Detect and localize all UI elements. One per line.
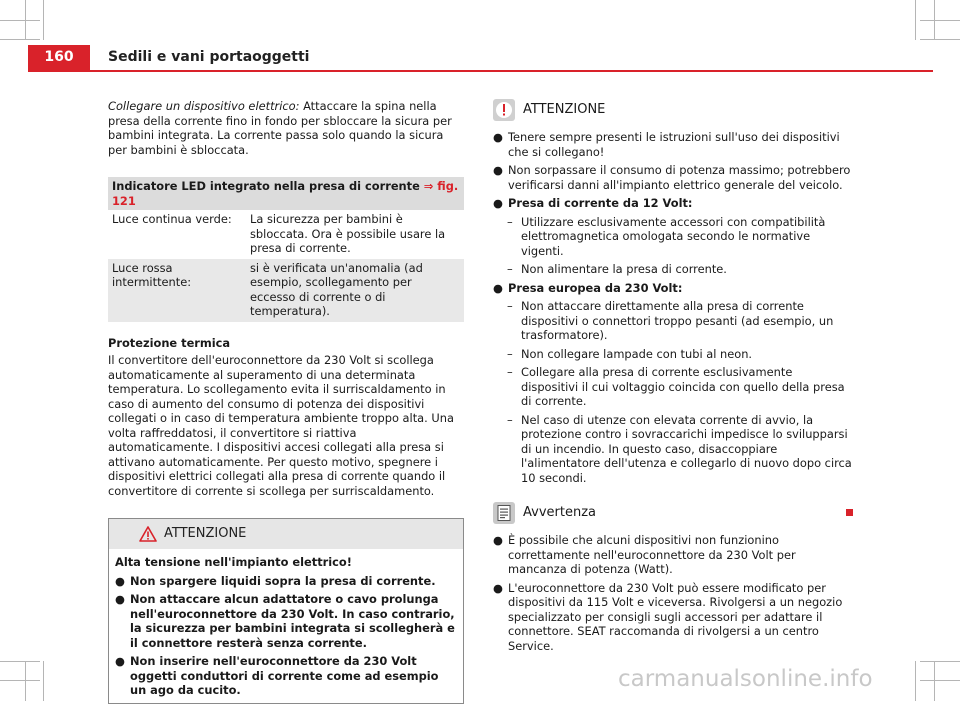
sub-list-item: – Collegare alla presa di corrente esclusivamente dispositivi il cui voltaggio coincida con quello della presa di corrente. bbox=[507, 365, 845, 408]
crop-mark bbox=[0, 661, 40, 662]
sub-list-item: – Non alimentare la presa di corrente. bbox=[507, 262, 727, 276]
bullet-icon: ● bbox=[493, 580, 503, 595]
table-cell-label: Luce rossa intermittente: bbox=[108, 259, 246, 322]
list-item: ● Tenere sempre presenti le istruzioni sull'uso dei dispositivi che si collegano! bbox=[493, 130, 840, 159]
attention-header bbox=[493, 99, 853, 121]
bullet-icon: ● bbox=[115, 573, 125, 588]
dash-icon: – bbox=[507, 346, 513, 361]
crop-mark bbox=[920, 680, 960, 681]
header-rule bbox=[28, 70, 933, 72]
list-item: ● Non spargere liquidi sopra la presa di corrente. bbox=[115, 573, 436, 588]
crop-mark bbox=[934, 661, 935, 701]
attention-title: ATTENZIONE bbox=[523, 102, 606, 117]
bullet-icon: ● bbox=[493, 130, 503, 144]
section-end-marker bbox=[846, 509, 853, 516]
sub-list-item: – Non collegare lampade con tubi al neon. bbox=[507, 346, 753, 361]
page-number: 160 bbox=[28, 45, 90, 70]
table-row bbox=[108, 259, 464, 322]
intro-lead: Collegare un dispositivo elettrico: bbox=[108, 99, 300, 113]
crop-mark bbox=[25, 661, 26, 701]
crop-mark bbox=[0, 39, 40, 40]
bullet-icon: ● bbox=[493, 163, 503, 177]
thermal-protection-text: Il convertitore dell'euroconnettore da 230 Volt si scollega automaticamente al superamento di una determinata temperatura. Lo scollegamento evita il surriscaldamento in caso di aumento del consumo di potenza dei dispositivi collegati o in caso di temperatura ambiente troppo alta. Una volta raffreddatosi, il convertitore si riattiva automaticamente. I dispositivi accesi collegati alla presa si attivano automaticamente. Per questo motivo, spegnere i dispositivi elettrici collegati alla presa di corrente quando il convertitore di corrente si scollega per surriscaldamento. bbox=[108, 353, 454, 498]
intro-text: Attaccare la spina nella presa della corrente fino in fondo per sbloccare la sicura per bambini integrata. La corrente passa solo quando la sicura per bambini è sbloccata. bbox=[108, 99, 452, 157]
bullet-icon: ● bbox=[115, 592, 125, 606]
dash-icon: – bbox=[507, 214, 513, 229]
sub-list-item: – Utilizzare esclusivamente accessori con compatibilità elettromagnetica omologata secondo le normative vigenti. bbox=[507, 214, 826, 258]
crop-mark bbox=[920, 39, 960, 40]
note-title: Avvertenza bbox=[523, 505, 596, 520]
warning-box-title: ATTENZIONE bbox=[164, 525, 247, 541]
exclamation-circle-icon bbox=[493, 99, 515, 121]
crop-mark bbox=[915, 0, 916, 40]
crop-mark bbox=[0, 680, 40, 681]
list-item: ● Non attaccare alcun adattatore o cavo prolunga nell'euroconnettore da 230 Volt. In caso contrario, la sicurezza per bambini integrata si scollegherà e il connettore resterà senza corrente. bbox=[115, 592, 455, 650]
warning-box bbox=[108, 518, 464, 704]
led-table-header-text: Indicatore LED integrato nella presa di corrente bbox=[112, 179, 424, 193]
led-indicator-table bbox=[108, 177, 464, 322]
list-item: ● Non sorpassare il consumo di potenza massimo; potrebbero verificarsi danni all'impianto elettrico generale del veicolo. bbox=[493, 163, 851, 192]
crop-mark bbox=[0, 20, 40, 21]
dash-icon: – bbox=[507, 412, 513, 427]
bullet-icon: ● bbox=[493, 196, 503, 210]
crop-mark bbox=[43, 661, 44, 701]
intro-paragraph bbox=[108, 99, 464, 157]
figure-reference-link[interactable]: ⇒ fig. 121 bbox=[112, 179, 459, 208]
bullet-icon: ● bbox=[493, 280, 503, 295]
list-item: ● Presa di corrente da 12 Volt: bbox=[493, 196, 693, 210]
dash-icon: – bbox=[507, 262, 513, 276]
crop-mark bbox=[920, 661, 960, 662]
crop-mark bbox=[915, 661, 916, 701]
list-item: ● Non inserire nell'euroconnettore da 230 Volt oggetti conduttori di corrente come ad esempio un ago da cucito. bbox=[115, 654, 439, 697]
warning-box-header bbox=[109, 519, 463, 549]
dash-icon: – bbox=[507, 299, 513, 313]
table-cell-text: si è verificata un'anomalia (ad esempio, scollegamento per eccesso di corrente o di temperatura). bbox=[246, 259, 464, 322]
dash-icon: – bbox=[507, 365, 513, 379]
page-title: Sedili e vani portaoggetti bbox=[108, 49, 310, 65]
bullet-icon: ● bbox=[493, 533, 503, 547]
table-cell-text: La sicurezza per bambini è sbloccata. Ora è possibile usare la presa di corrente. bbox=[250, 212, 446, 255]
crop-mark bbox=[920, 20, 960, 21]
warning-triangle-icon bbox=[139, 526, 157, 542]
list-item: ● È possibile che alcuni dispositivi non funzionino correttamente nell'euroconnettore da 230 Volt per mancanza di potenza (Watt). bbox=[493, 533, 796, 576]
right-column bbox=[493, 99, 853, 653]
thermal-protection-title: Protezione termica bbox=[108, 335, 231, 350]
bullet-icon: ● bbox=[115, 654, 125, 668]
warning-subtitle: Alta tensione nell'impianto elettrico! bbox=[115, 555, 352, 569]
note-header bbox=[493, 502, 853, 524]
info-note-icon bbox=[493, 502, 515, 524]
led-table-header bbox=[108, 177, 464, 210]
watermark: carmanualsonline.info bbox=[618, 666, 873, 692]
left-column bbox=[108, 99, 464, 704]
table-cell-label: Luce continua verde: bbox=[112, 212, 232, 226]
sub-list-item: – Non attaccare direttamente alla presa di corrente dispositivi o connettori troppo pesanti (ad esempio, un trasformatore). bbox=[507, 299, 834, 342]
sub-list-item: – Nel caso di utenze con elevata corrente di avvio, la protezione contro i sovraccarichi impedisce lo svilupparsi di un incendio. In questo caso, disaccoppiare l'alimentatore dell'utenza e collegarlo di nuovo dopo circa 10 secondi. bbox=[507, 412, 852, 485]
list-item: ● L'euroconnettore da 230 Volt può essere modificato per dispositivi da 115 Volt e viceversa. Rivolgersi a un negozio specializzato per consigli sugli accessori per adattare il connettore. SEAT raccomanda di rivolgersi a un centro Service. bbox=[493, 580, 843, 653]
list-item: ● Presa europea da 230 Volt: bbox=[493, 280, 683, 295]
warning-box-body bbox=[109, 549, 463, 703]
table-row bbox=[108, 210, 464, 259]
crop-mark bbox=[43, 0, 44, 40]
